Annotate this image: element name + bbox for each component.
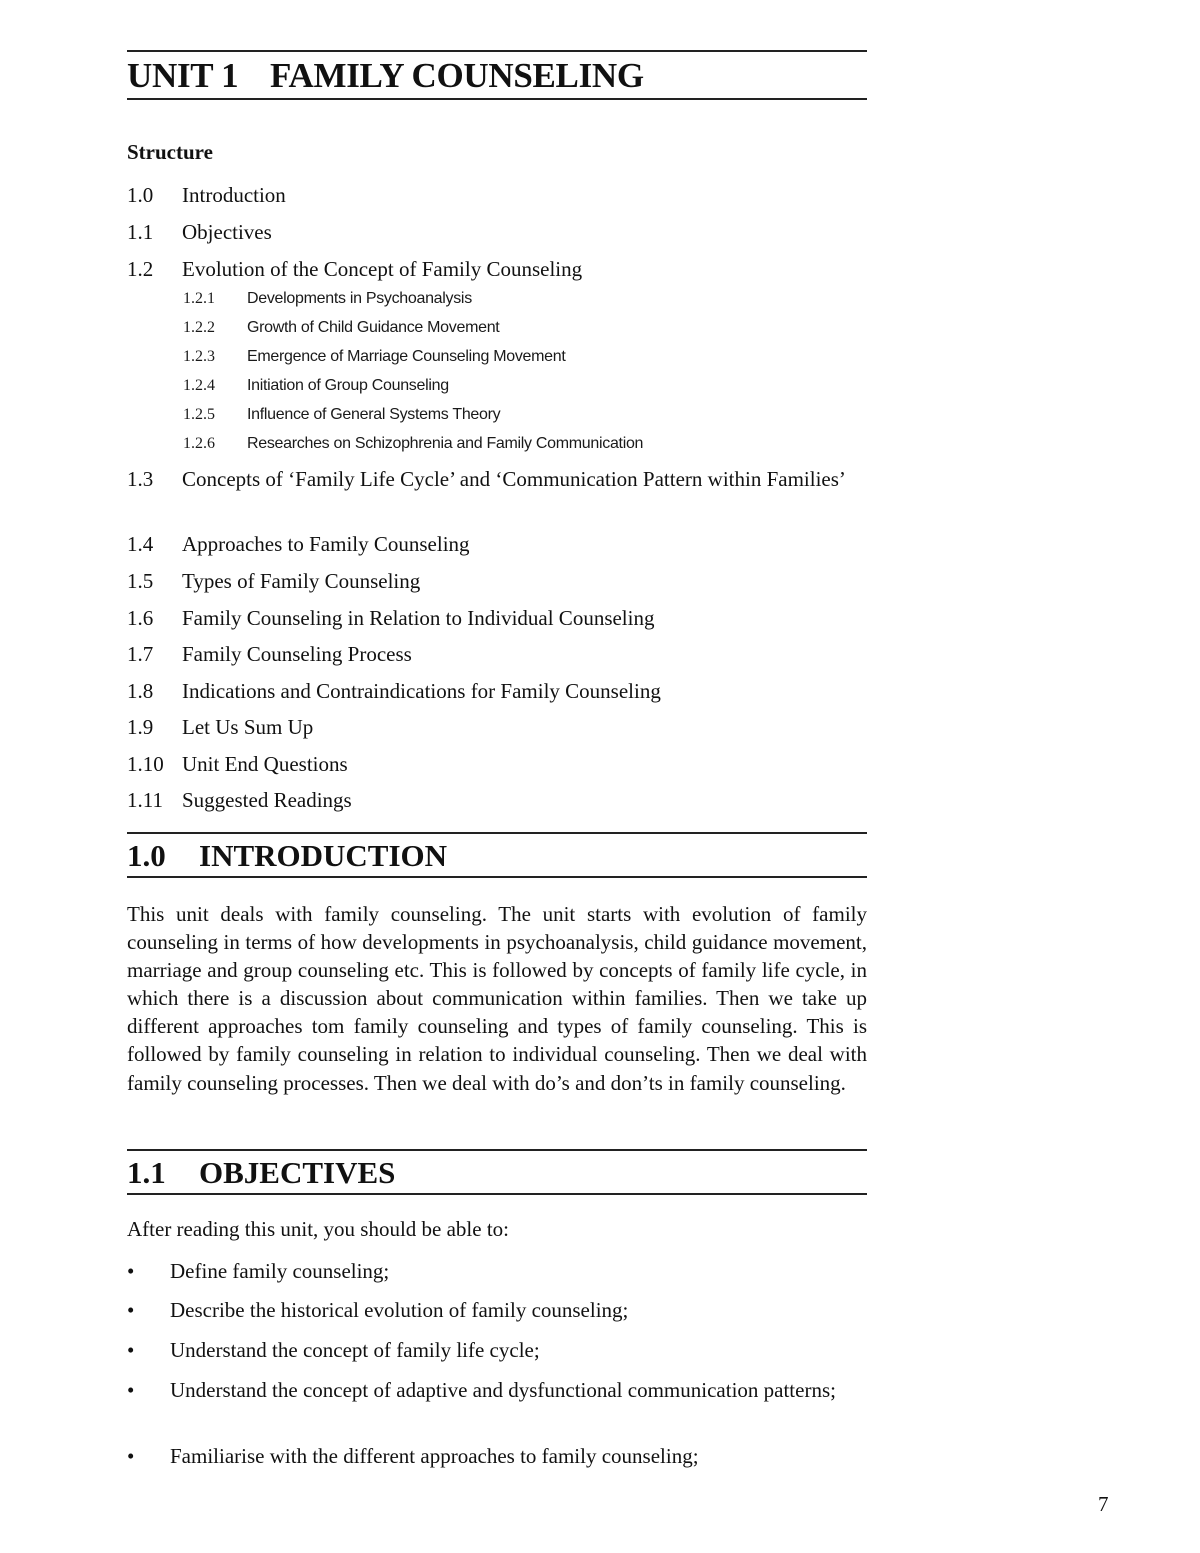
toc-number: 1.10 (127, 752, 164, 776)
introduction-top-rule (127, 832, 867, 834)
toc-text: Unit End Questions (182, 752, 348, 776)
toc-number: 1.11 (127, 788, 163, 812)
introduction-heading (127, 838, 447, 874)
unit-title (127, 56, 644, 96)
toc-text: Introduction (182, 183, 286, 207)
section-number: 1.1 (127, 1155, 166, 1190)
toc-text: Evolution of the Concept of Family Counseling (182, 257, 583, 281)
bullet-icon: • (127, 1259, 135, 1283)
structure-heading: Structure (127, 140, 213, 164)
toc-number: 1.6 (127, 606, 154, 630)
objectives-top-rule (127, 1149, 867, 1151)
toc-text: Let Us Sum Up (182, 715, 314, 739)
list-item-text: Define family counseling; (170, 1259, 390, 1283)
objectives-heading (127, 1155, 395, 1191)
unit-bottom-rule (127, 98, 867, 100)
toc-subnumber: 1.2.4 (183, 377, 215, 394)
toc-number: 1.1 (127, 220, 154, 244)
introduction-paragraph: This unit deals with family counseling. The unit starts with evolution of family counseling in terms of how developments in psychoanalysis, child guidance movement, marriage and group counseling etc. This is followed by concepts of family life cycle, in which there is a discussion about communication within families. Then we take up different approaches tom family counseling and types of family counseling. This is followed by family counseling in relation to individual counseling. Then we deal with family counseling processes. Then we deal with do’s and don’ts in family counseling. (127, 902, 867, 1095)
section-title-text: INTRODUCTION (199, 838, 448, 873)
bullet-icon: • (127, 1378, 135, 1402)
bullet-icon: • (127, 1338, 135, 1362)
unit-top-rule (127, 50, 867, 52)
list-item-text: Familiarise with the different approaches to family counseling; (170, 1444, 699, 1468)
unit-title-text: FAMILY COUNSELING (270, 56, 644, 95)
toc-text: Types of Family Counseling (182, 569, 421, 593)
toc-text: Objectives (182, 220, 272, 244)
objectives-lead: After reading this unit, you should be able to: (127, 1217, 510, 1241)
toc-subtext: Researches on Schizophrenia and Family Communication (247, 435, 644, 452)
toc-subtext: Developments in Psychoanalysis (247, 290, 472, 307)
toc-number: 1.9 (127, 715, 154, 739)
toc-number: 1.8 (127, 679, 154, 703)
toc-text: Suggested Readings (182, 788, 352, 812)
toc-subnumber: 1.2.6 (183, 435, 215, 452)
toc-subnumber: 1.2.3 (183, 348, 215, 365)
toc-subtext: Emergence of Marriage Counseling Movement (247, 348, 566, 365)
toc-number: 1.4 (127, 532, 154, 556)
objectives-bottom-rule (127, 1193, 867, 1195)
toc-number: 1.2 (127, 257, 154, 281)
toc-subtext: Growth of Child Guidance Movement (247, 319, 500, 336)
toc-subtext: Initiation of Group Counseling (247, 377, 449, 394)
toc-subnumber: 1.2.2 (183, 319, 215, 336)
toc-text: Indications and Contraindications for Family Counseling (182, 679, 661, 703)
toc-text: Approaches to Family Counseling (182, 532, 470, 556)
toc-text: Family Counseling Process (182, 642, 412, 666)
toc-text: Concepts of ‘Family Life Cycle’ and ‘Communication Pattern within Families’ (182, 467, 846, 491)
bullet-icon: • (127, 1444, 135, 1468)
list-item-text: Understand the concept of adaptive and dysfunctional communication patterns; (170, 1378, 836, 1402)
introduction-bottom-rule (127, 876, 867, 878)
toc-subtext: Influence of General Systems Theory (247, 406, 501, 423)
section-title-text: OBJECTIVES (199, 1155, 396, 1190)
toc-subnumber: 1.2.5 (183, 406, 215, 423)
bullet-icon: • (127, 1298, 135, 1322)
toc-number: 1.0 (127, 183, 154, 207)
toc-text: Family Counseling in Relation to Individual Counseling (182, 606, 655, 630)
toc-number: 1.7 (127, 642, 154, 666)
toc-number: 1.5 (127, 569, 154, 593)
list-item-text: Understand the concept of family life cycle; (170, 1338, 540, 1362)
section-number: 1.0 (127, 838, 166, 873)
toc-number: 1.3 (127, 467, 154, 491)
list-item-text: Describe the historical evolution of family counseling; (170, 1298, 629, 1322)
unit-number: UNIT 1 (127, 56, 239, 95)
page-number: 7 (1098, 1492, 1109, 1516)
toc-subnumber: 1.2.1 (183, 290, 215, 307)
